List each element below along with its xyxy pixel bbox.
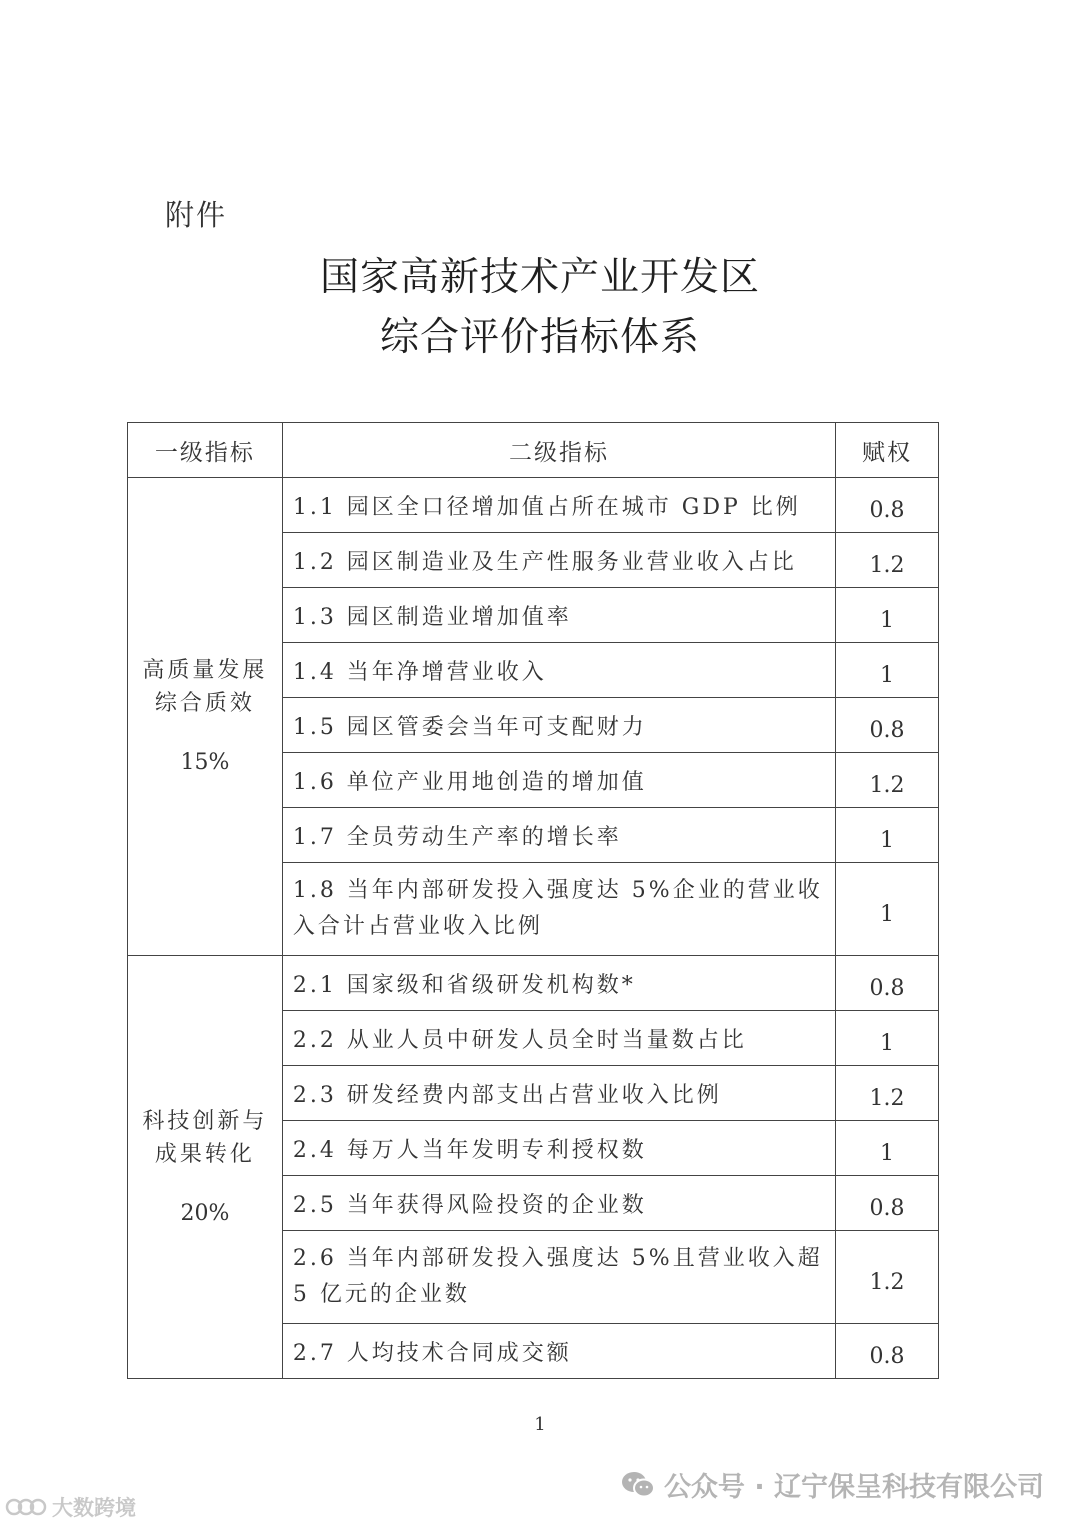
weight-value: 1.2 — [836, 1066, 939, 1121]
group-percent: 15% — [180, 750, 230, 775]
weight-value: 1 — [836, 808, 939, 863]
group-name-line1: 科技创新与 — [142, 1108, 268, 1134]
indicator-text: 2.2 从业人员中研发人员全时当量数占比 — [282, 1011, 835, 1066]
watermark-left-text: 大数跨境 — [52, 1496, 136, 1520]
weight-value: 1 — [836, 863, 939, 956]
weight-value: 0.8 — [836, 956, 939, 1011]
weight-value: 1.2 — [836, 533, 939, 588]
attachment-label: 附件 — [165, 198, 228, 232]
group-name-line1: 高质量发展 — [142, 658, 268, 683]
weight-value: 1.2 — [836, 1231, 939, 1324]
page-number: 1 — [534, 1414, 546, 1435]
indicator-text: 2.3 研发经费内部支出占营业收入比例 — [282, 1066, 835, 1121]
weight-value: 0.8 — [836, 1324, 939, 1379]
watermark-left — [4, 1492, 136, 1522]
indicator-text: 1.8 当年内部研发投入强度达 5%企业的营业收入合计占营业收入比例 — [282, 863, 835, 956]
weight-value: 1.2 — [836, 753, 939, 808]
group-1-cell — [128, 478, 283, 956]
indicator-text: 1.6 单位产业用地创造的增加值 — [282, 753, 835, 808]
indicator-text: 1.3 园区制造业增加值率 — [282, 588, 835, 643]
indicator-text: 2.7 人均技术合同成交额 — [282, 1324, 835, 1379]
header-weight: 赋权 — [836, 423, 939, 478]
document-title-line1: 国家高新技术产业开发区 — [319, 255, 760, 300]
watermark-right — [620, 1465, 1044, 1504]
table-row — [128, 956, 939, 1011]
weight-value: 1 — [836, 643, 939, 698]
indicator-text: 1.7 全员劳动生产率的增长率 — [282, 808, 835, 863]
weight-value: 1 — [836, 588, 939, 643]
group-percent: 20% — [180, 1200, 230, 1226]
wechat-icon — [620, 1470, 656, 1500]
table-header-row — [128, 423, 939, 478]
group-name-line2: 成果转化 — [154, 1141, 255, 1167]
weight-value: 0.8 — [836, 478, 939, 533]
table-row — [128, 478, 939, 533]
group-name-line2: 综合质效 — [154, 691, 255, 716]
document-title-line2: 综合评价指标体系 — [379, 315, 700, 360]
header-first-level: 一级指标 — [128, 423, 283, 478]
indicator-text: 2.5 当年获得风险投资的企业数 — [282, 1176, 835, 1231]
weight-value: 0.8 — [836, 698, 939, 753]
indicator-text: 1.4 当年净增营业收入 — [282, 643, 835, 698]
indicator-text: 2.4 每万人当年发明专利授权数 — [282, 1121, 835, 1176]
weight-value: 1 — [836, 1011, 939, 1066]
indicator-text: 1.1 园区全口径增加值占所在城市 GDP 比例 — [282, 478, 835, 533]
header-second-level: 二级指标 — [282, 423, 835, 478]
indicator-text: 1.2 园区制造业及生产性服务业营业收入占比 — [282, 533, 835, 588]
watermark-right-text: 公众号 · 辽宁保呈科技有限公司 — [663, 1472, 1044, 1503]
indicator-text: 2.6 当年内部研发投入强度达 5%且营业收入超 5 亿元的企业数 — [282, 1231, 835, 1324]
loop-icon — [4, 1497, 48, 1517]
indicator-table — [127, 422, 939, 1379]
group-2-cell — [128, 956, 283, 1379]
weight-value: 1 — [836, 1121, 939, 1176]
indicator-text: 1.5 园区管委会当年可支配财力 — [282, 698, 835, 753]
weight-value: 0.8 — [836, 1176, 939, 1231]
indicator-text: 2.1 国家级和省级研发机构数* — [282, 956, 835, 1011]
